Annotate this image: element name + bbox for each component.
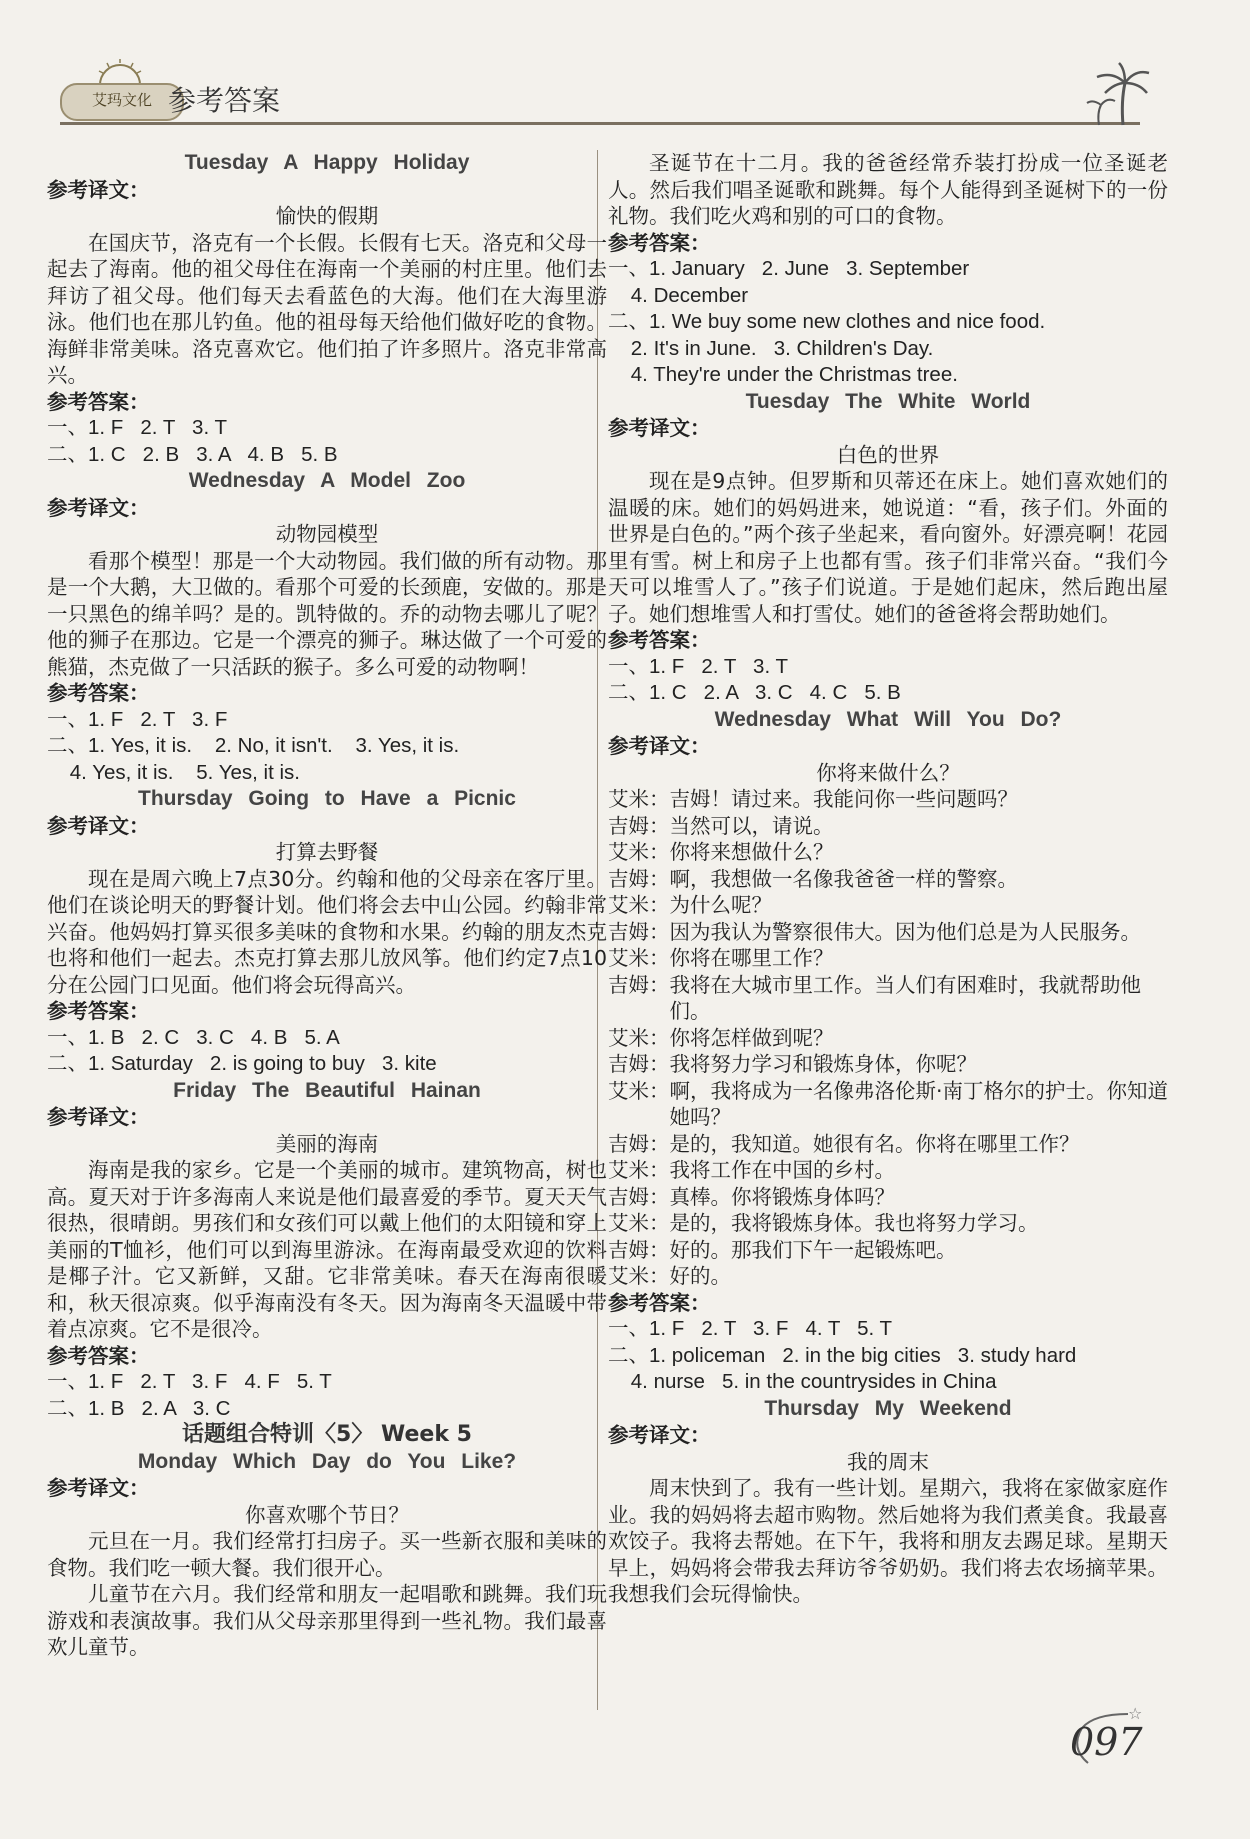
section-title: Wednesday What Will You Do? <box>714 707 1062 731</box>
dialog-text: 为什么呢？ <box>669 893 772 917</box>
dialog-speaker: 艾米： <box>608 1078 670 1103</box>
answer-line: 一、1. B 2. C 3. C 4. B 5. A <box>47 1025 340 1049</box>
dialog-text: 你将来想做什么？ <box>669 840 834 864</box>
chinese-title: 动物园模型 <box>275 522 379 546</box>
dialog-line <box>608 1131 1168 1158</box>
dialog-speaker: 吉姆： <box>608 813 670 838</box>
dialog-text: 是的，我知道。她很有名。你将在哪里工作？ <box>669 1131 1080 1156</box>
dialog-line <box>608 919 1168 946</box>
translation-paragraph: 在国庆节，洛克有一个长假。长假有七天。洛克和父母一起去了海南。他的祖父母住在海南一个美丽的村庄里。他们去拜访了祖父母。他们每天去看蓝色的大海。他们在大海里游泳。他们也在那儿钓鱼。他的祖母每天给他们做好吃的食物。海鲜非常美味。洛克喜欢它。他们拍了许多照片。洛克非常高兴。 <box>47 230 607 387</box>
dialog-line <box>608 786 1168 813</box>
dialog-speaker: 吉姆： <box>608 866 670 891</box>
answer-label: 参考答案： <box>608 628 711 652</box>
answer-label: 参考答案： <box>608 230 711 255</box>
dialog-line <box>608 1078 1168 1131</box>
dialog-line <box>608 972 1168 1025</box>
answer-line: 一、1. January 2. June 3. September <box>608 257 970 280</box>
answer-label: 参考答案： <box>608 1290 711 1315</box>
answer-line: 二、1. policeman 2. in the big cities 3. study hard <box>608 1343 1077 1367</box>
chinese-title: 美丽的海南 <box>275 1131 379 1156</box>
section-title: Wednesday A Model Zoo <box>188 469 466 492</box>
answer-line: 二、1. Saturday 2. is going to buy 3. kite <box>47 1052 437 1075</box>
chinese-title: 你将来做什么？ <box>816 760 960 785</box>
publisher-logo: 艾玛文化 <box>60 83 184 121</box>
dialog-speaker: 艾米： <box>608 893 670 917</box>
dialog-text: 我将努力学习和锻炼身体，你呢？ <box>669 1052 977 1076</box>
chinese-title: 白色的世界 <box>836 442 940 467</box>
star-icon: ☆ <box>1128 1704 1143 1723</box>
topic-heading: 话题组合特训〈5〉 Week 5 <box>182 1422 472 1447</box>
translation-label: 参考译文： <box>47 813 150 838</box>
chinese-title: 愉快的假期 <box>275 204 379 228</box>
translation-label: 参考译文： <box>47 177 150 202</box>
chinese-title: 你喜欢哪个节日？ <box>245 1502 409 1527</box>
dialog-speaker: 吉姆： <box>608 972 670 997</box>
translation-paragraph: 圣诞节在十二月。我的爸爸经常乔装打扮成一位圣诞老人。然后我们唱圣诞歌和跳舞。每个人能得到圣诞树下的一份礼物。我们吃火鸡和别的可口的食物。 <box>608 151 1168 228</box>
translation-paragraph: 海南是我的家乡。它是一个美丽的城市。建筑物高，树也高。夏天对于许多海南人来说是他们最喜爱的季节。夏天天气很热，很晴朗。男孩们和女孩们可以戴上他们的太阳镜和穿上美丽的T恤衫，他们可以到海里游泳。在海南最受欢迎的饮料是椰子汁。它又新鲜，又甜。它非常美味。春天在海南很暖和，秋天很凉爽。似乎海南没有冬天。因为海南冬天温暖中带着点凉爽。它不是很冷。 <box>47 1158 607 1341</box>
section-title: Tuesday A Happy Holiday <box>184 151 470 174</box>
translation-paragraph: 现在是9点钟。但罗斯和贝蒂还在床上。她们喜欢她们的温暖的床。她们的妈妈进来，她说道：“看，孩子们。外面的世界是白色的。”两个孩子坐起来，看向窗外。好漂亮啊！花园里有雪。树上和房子上也都有雪。孩子们非常兴奋。“我们今天可以堆雪人了。”孩子们说道。于是她们起床，然后跑出屋子。她们想堆雪人和打雪仗。她们的爸爸将会帮助她们。 <box>608 469 1168 626</box>
dialog-speaker: 艾米： <box>608 1211 670 1235</box>
dialog-text: 我将在大城市里工作。当人们有困难时，我就帮助他们。 <box>669 972 1141 1023</box>
page-header <box>40 55 1150 125</box>
translation-label: 参考译文： <box>47 1476 150 1500</box>
answer-line: 4. nurse 5. in the countrysides in China <box>608 1370 997 1393</box>
answer-line: 二、1. Yes, it is. 2. No, it isn't. 3. Yes, it is. <box>47 734 460 757</box>
dialog-speaker: 吉姆： <box>608 919 670 944</box>
section-title: Thursday My Weekend <box>764 1396 1012 1420</box>
dialog-line <box>608 813 1168 840</box>
translation-label: 参考译文： <box>47 495 150 520</box>
translation-paragraph: 儿童节在六月。我们经常和朋友一起唱歌和跳舞。我们玩游戏和表演故事。我们从父母亲那里得到一些礼物。我们最喜欢儿童节。 <box>47 1582 607 1659</box>
answer-line: 二、1. C 2. A 3. C 4. C 5. B <box>608 681 901 704</box>
dialog-text: 你将在哪里工作？ <box>669 946 834 970</box>
palm-tree-icon <box>1085 61 1155 127</box>
header-title: 参考答案 <box>168 84 281 117</box>
dialog-speaker: 艾米： <box>608 787 670 811</box>
answer-line: 一、1. F 2. T 3. F <box>47 707 228 731</box>
dialog-line <box>608 945 1168 972</box>
dialog-line <box>608 1210 1168 1237</box>
dialog-line <box>608 1157 1168 1184</box>
dialog-speaker: 艾米： <box>608 946 670 970</box>
chinese-title: 我的周末 <box>847 1449 929 1474</box>
answer-line: 二、1. B 2. A 3. C <box>47 1396 231 1420</box>
answer-line: 一、1. F 2. T 3. T <box>608 654 789 678</box>
answer-line: 一、1. F 2. T 3. T <box>47 416 228 439</box>
answer-line: 二、1. We buy some new clothes and nice food. <box>608 310 1046 333</box>
translation-label: 参考译文： <box>608 416 711 440</box>
dialog-line <box>608 1263 1168 1290</box>
answer-line: 4. They're under the Christmas tree. <box>608 363 958 386</box>
translation-paragraph: 元旦在一月。我们经常打扫房子。买一些新衣服和美味的食物。我们吃一顿大餐。我们很开心。 <box>47 1529 607 1580</box>
dialog-text: 好的。那我们下午一起锻炼吧。 <box>669 1237 957 1262</box>
answer-label: 参考答案： <box>47 999 150 1023</box>
dialog-text: 吉姆！请过来。我能问你一些问题吗？ <box>669 787 1018 811</box>
answer-line: 4. December <box>608 283 749 307</box>
translation-paragraph: 看那个模型！那是一个大动物园。我们做的所有动物。那是一个大鹅，大卫做的。看那个可爱的长颈鹿，安做的。那是一只黑色的绵羊吗？是的。凯特做的。乔的动物去哪儿了呢？他的狮子在那边。它是一个漂亮的狮子。琳达做了一个可爱的熊猫，杰克做了一只活跃的猴子。多么可爱的动物啊！ <box>47 548 607 679</box>
dialog-speaker: 艾米： <box>608 1158 670 1182</box>
translation-label: 参考译文： <box>608 1423 711 1447</box>
dialog-line <box>608 892 1168 919</box>
dialog-text: 好的。 <box>669 1264 731 1288</box>
dialog-line <box>608 1184 1168 1211</box>
dialog-text: 你将怎样做到呢？ <box>669 1025 834 1050</box>
answer-label: 参考答案： <box>47 1343 150 1368</box>
answer-label: 参考答案： <box>47 389 150 414</box>
dialog-speaker: 吉姆： <box>608 1052 670 1076</box>
translation-label: 参考译文： <box>608 734 711 758</box>
dialog-text: 当然可以，请说。 <box>669 813 834 838</box>
answer-label: 参考答案： <box>47 681 150 705</box>
right-column <box>608 150 1168 1608</box>
translation-paragraph: 现在是周六晚上7点30分。约翰和他的父母亲在客厅里。他们在谈论明天的野餐计划。他们将会去中山公园。约翰非常兴奋。他妈妈打算买很多美味的食物和水果。约翰的朋友杰克也将和他们一起去。杰克打算去那儿放风筝。他们约定7点10分在公园门口见面。他们将会玩得高兴。 <box>47 866 607 997</box>
answer-line: 4. Yes, it is. 5. Yes, it is. <box>47 760 300 784</box>
dialog-line <box>608 1051 1168 1078</box>
dialog-line <box>608 1237 1168 1264</box>
answer-line: 一、1. F 2. T 3. F 4. T 5. T <box>608 1317 893 1340</box>
dialog-text: 啊，我将成为一名像弗洛伦斯·南丁格尔的护士。你知道她吗？ <box>669 1078 1169 1129</box>
answer-line: 二、1. C 2. B 3. A 4. B 5. B <box>47 442 338 466</box>
dialog-text: 是的，我将锻炼身体。我也将努力学习。 <box>669 1211 1039 1235</box>
dialog-speaker: 艾米： <box>608 1025 670 1050</box>
page-number: 097 <box>1070 1720 1143 1764</box>
dialog-speaker: 艾米： <box>608 840 670 864</box>
chinese-title: 打算去野餐 <box>275 840 379 864</box>
dialog-text: 啊，我想做一名像我爸爸一样的警察。 <box>669 866 1018 891</box>
dialog-line <box>608 839 1168 866</box>
section-title: Friday The Beautiful Hainan <box>173 1078 481 1102</box>
section-title: Tuesday The White World <box>745 389 1031 413</box>
translation-paragraph: 周末快到了。我有一些计划。星期六，我将在家做家庭作业。我的妈妈将去超市购物。然后她将为我们煮美食。我最喜欢饺子。我将去帮她。在下午，我将和朋友去踢足球。星期天早上，妈妈将会带我去拜访爷爷奶奶。我们将去农场摘苹果。我想我们会玩得愉快。 <box>608 1476 1168 1606</box>
dialog-text: 因为我认为警察很伟大。因为他们总是为人民服务。 <box>669 919 1141 944</box>
dialog-line <box>608 866 1168 893</box>
dialog-text: 真棒。你将锻炼身体吗？ <box>669 1184 895 1209</box>
answer-line: 一、1. F 2. T 3. F 4. F 5. T <box>47 1370 332 1393</box>
dialog-speaker: 吉姆： <box>608 1131 670 1156</box>
dialog-speaker: 吉姆： <box>608 1237 670 1262</box>
left-column <box>47 150 607 1661</box>
dialog-line <box>608 1025 1168 1052</box>
dialog-text: 我将工作在中国的乡村。 <box>669 1158 895 1182</box>
header-rule <box>60 122 1140 125</box>
translation-label: 参考译文： <box>47 1105 150 1129</box>
answer-line: 2. It's in June. 3. Children's Day. <box>608 336 934 360</box>
dialog-speaker: 艾米： <box>608 1264 670 1288</box>
section-title: Monday Which Day do You Like? <box>137 1449 517 1473</box>
section-title: Thursday Going to Have a Picnic <box>138 787 516 810</box>
dialog-speaker: 吉姆： <box>608 1184 670 1209</box>
